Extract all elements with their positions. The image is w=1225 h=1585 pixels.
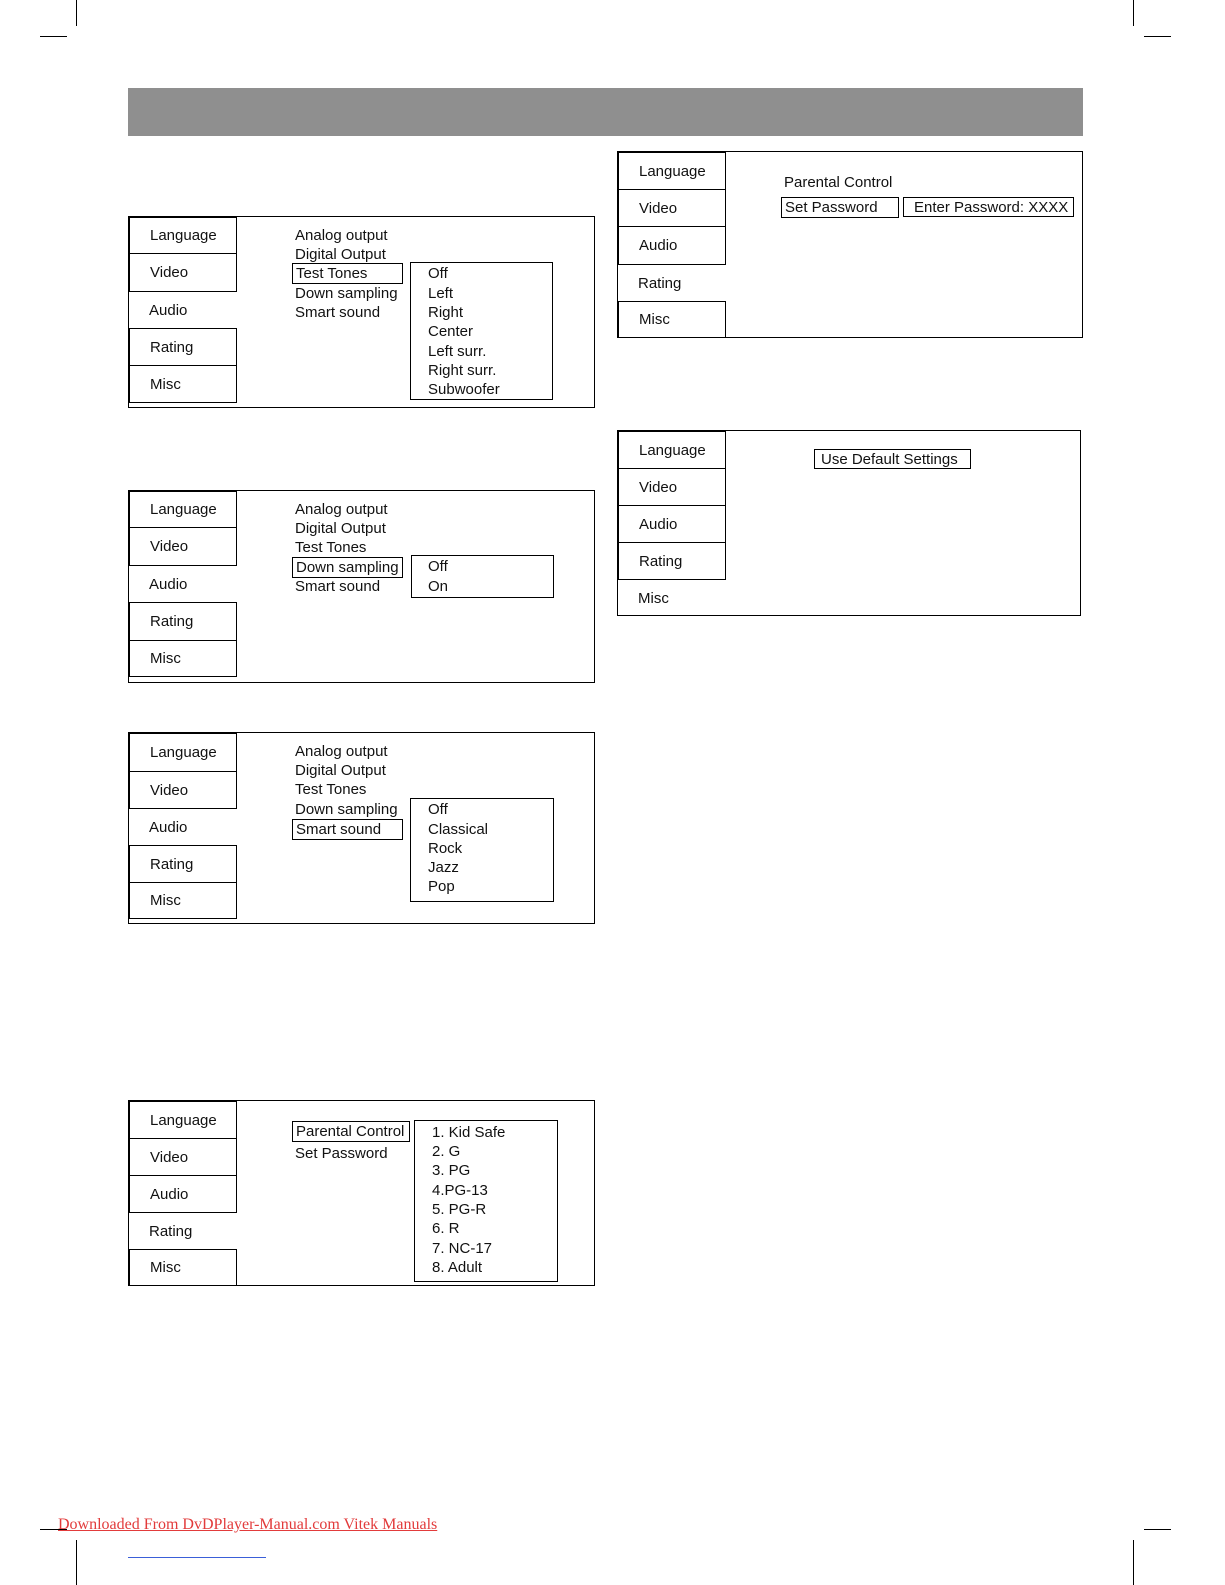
option-item: Rock xyxy=(428,840,463,857)
option-item: Off xyxy=(428,558,448,575)
tab-label: Misc xyxy=(150,892,181,909)
menu-item-selected: Parental Control xyxy=(292,1121,410,1142)
options-list xyxy=(410,262,553,400)
diagram-misc-default xyxy=(617,430,1081,616)
footer-rule xyxy=(128,1557,266,1558)
tab-video xyxy=(129,1138,237,1176)
options-list xyxy=(410,798,554,902)
tab-audio xyxy=(129,1175,237,1213)
menu-item-selected: Smart sound xyxy=(292,819,403,840)
tab-misc xyxy=(129,882,237,919)
tab-label: Video xyxy=(150,781,189,799)
crop-mark xyxy=(1133,0,1134,26)
menu-item: Analog output xyxy=(295,501,388,518)
option-item: 1. Kid Safe xyxy=(432,1124,506,1141)
option-item: 8. Adult xyxy=(432,1259,483,1276)
tab-audio xyxy=(618,505,726,543)
diagram-audio-test-tones xyxy=(128,216,595,408)
tab-misc xyxy=(618,580,726,617)
crop-mark xyxy=(76,0,77,26)
tab-label: Audio xyxy=(149,301,188,319)
crop-mark xyxy=(40,36,67,37)
tab-misc xyxy=(618,301,726,338)
option-item: Right xyxy=(428,304,464,321)
tab-label: Language xyxy=(639,162,706,180)
menu-item: Digital Output xyxy=(295,762,386,779)
tab-rating xyxy=(618,542,726,580)
tab-label: Audio xyxy=(639,237,678,254)
header-band xyxy=(128,88,1083,136)
tab-label: Language xyxy=(150,744,217,761)
tab-language xyxy=(129,491,237,528)
tab-audio xyxy=(129,809,237,845)
menu-item: Set Password xyxy=(295,1145,388,1162)
option-item: Off xyxy=(428,265,448,282)
tab-label: Misc xyxy=(150,1259,181,1276)
default-settings-button: Use Default Settings xyxy=(814,449,971,469)
tab-label: Language xyxy=(639,441,706,459)
password-prompt: Enter Password: XXXX xyxy=(903,197,1074,217)
option-item: Off xyxy=(428,801,448,818)
diagram-audio-down-sampling xyxy=(128,490,595,683)
tab-label: Misc xyxy=(150,375,181,393)
menu-item-selected: Down sampling xyxy=(292,557,403,578)
tab-label: Audio xyxy=(149,575,188,593)
tab-label: Video xyxy=(639,478,678,496)
tab-video xyxy=(129,527,237,566)
menu-item: Smart sound xyxy=(295,578,381,595)
tab-audio xyxy=(129,292,237,328)
options-list xyxy=(411,555,554,598)
option-item: Subwoofer xyxy=(428,381,500,398)
tab-audio xyxy=(129,566,237,602)
tab-rating xyxy=(129,328,237,366)
tab-label: Misc xyxy=(639,311,670,328)
option-item: Left xyxy=(428,285,454,302)
tab-label: Audio xyxy=(149,818,188,836)
option-item: 7. NC-17 xyxy=(432,1240,493,1257)
tab-video xyxy=(618,189,726,227)
option-item: 5. PG-R xyxy=(432,1201,487,1218)
tab-label: Language xyxy=(150,227,217,244)
tab-audio xyxy=(618,226,726,265)
tab-language xyxy=(129,217,237,254)
tab-language xyxy=(129,1101,237,1139)
tab-language xyxy=(618,431,726,469)
crop-mark xyxy=(1144,1529,1171,1530)
crop-mark xyxy=(1133,1540,1134,1585)
tab-video xyxy=(129,771,237,809)
menu-item: Smart sound xyxy=(295,304,381,321)
option-item: 4.PG-13 xyxy=(432,1182,488,1199)
tab-language xyxy=(618,152,726,190)
tab-rating xyxy=(129,602,237,641)
tab-label: Rating xyxy=(150,338,194,356)
option-item: Right surr. xyxy=(428,362,497,379)
menu-item: Digital Output xyxy=(295,520,386,537)
menu-item: Digital Output xyxy=(295,246,386,263)
option-item: On xyxy=(428,578,449,595)
diagram-rating-password xyxy=(617,151,1083,338)
diagram-audio-smart-sound xyxy=(128,732,595,924)
tab-misc xyxy=(129,365,237,403)
menu-item: Parental Control xyxy=(784,174,893,191)
menu-item: Analog output xyxy=(295,227,388,244)
tab-rating xyxy=(129,845,237,883)
menu-item: Test Tones xyxy=(295,781,367,798)
option-item: Left surr. xyxy=(428,343,487,360)
crop-mark xyxy=(1144,36,1171,37)
tab-label: Audio xyxy=(639,515,678,533)
tab-label: Video xyxy=(150,538,189,555)
tab-label: Rating xyxy=(638,275,682,292)
tab-label: Video xyxy=(639,199,678,217)
menu-item: Test Tones xyxy=(295,539,367,556)
footer-download-link[interactable]: Downloaded From DvDPlayer-Manual.com Vitek Manuals xyxy=(58,1516,438,1533)
menu-item: Down sampling xyxy=(295,801,398,818)
tab-rating xyxy=(618,265,726,302)
options-list xyxy=(414,1120,558,1282)
tab-label: Rating xyxy=(149,1223,193,1240)
menu-item-selected: Set Password xyxy=(781,197,899,218)
menu-item: Down sampling xyxy=(295,285,398,302)
tab-label: Language xyxy=(150,501,217,518)
option-item: Center xyxy=(428,323,474,340)
tab-label: Rating xyxy=(639,552,683,570)
menu-item-selected: Test Tones xyxy=(292,263,403,284)
option-item: 3. PG xyxy=(432,1162,471,1179)
tab-label: Rating xyxy=(150,613,194,630)
tab-video xyxy=(129,253,237,292)
tab-language xyxy=(129,733,237,772)
option-item: Classical xyxy=(428,821,489,838)
option-item: 6. R xyxy=(432,1220,460,1237)
tab-label: Misc xyxy=(638,590,669,607)
diagram-rating-parental xyxy=(128,1100,595,1286)
tab-label: Video xyxy=(150,1148,189,1166)
tab-rating xyxy=(129,1213,237,1250)
tab-misc xyxy=(129,640,237,677)
option-item: Jazz xyxy=(428,859,459,876)
tab-label: Video xyxy=(150,264,189,281)
option-item: Pop xyxy=(428,878,455,895)
crop-mark xyxy=(76,1540,77,1585)
tab-label: Audio xyxy=(150,1185,189,1203)
tab-video xyxy=(618,468,726,506)
tab-misc xyxy=(129,1249,237,1286)
tab-label: Language xyxy=(150,1111,217,1129)
tab-label: Rating xyxy=(150,855,194,873)
menu-item: Analog output xyxy=(295,743,388,760)
option-item: 2. G xyxy=(432,1143,461,1160)
tab-label: Misc xyxy=(150,650,181,667)
